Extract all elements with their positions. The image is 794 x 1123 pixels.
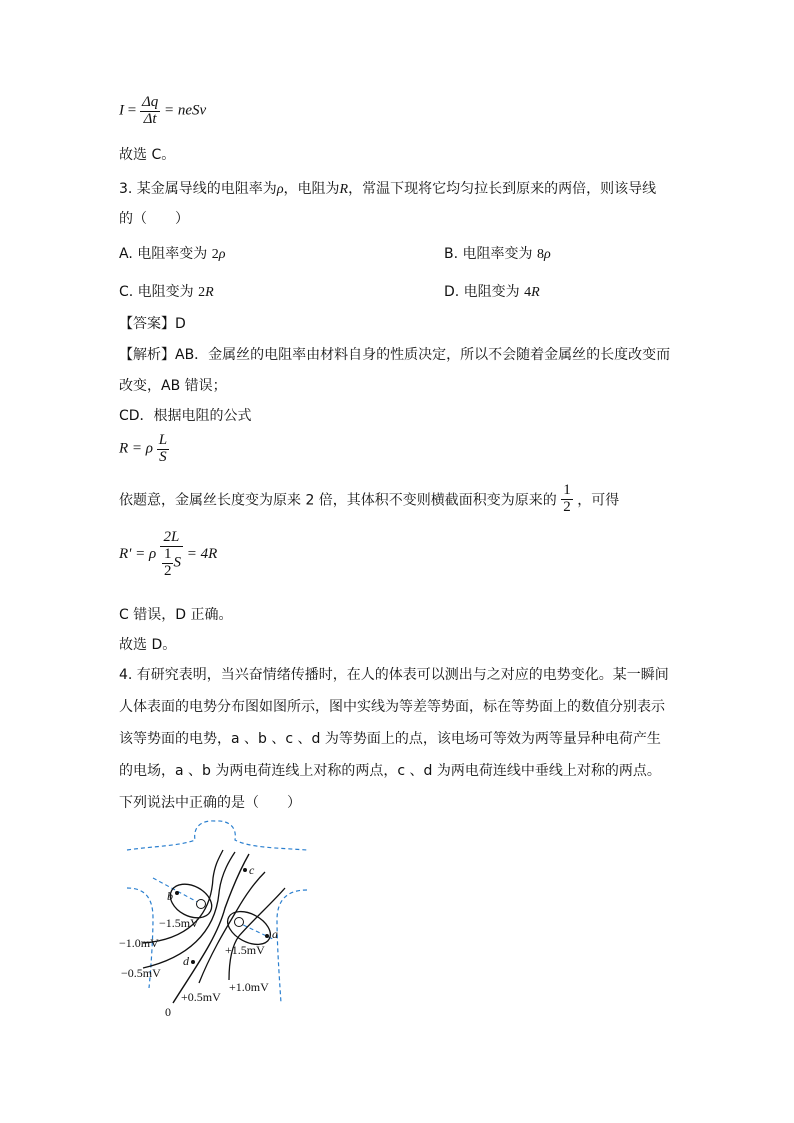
eq3-lhs: R' = ρ <box>119 546 157 563</box>
option-a-val: 2 <box>211 247 219 262</box>
q3-stem-1b: ，电阻为 <box>283 181 340 197</box>
eq2-fraction <box>157 433 169 466</box>
q3-stem-1c: ，常温下现将它均匀拉长到原来的两倍，则该导线 <box>348 181 657 197</box>
option-d-label: D. 电阻变为 <box>444 284 520 300</box>
q3-option-d[interactable] <box>444 281 540 301</box>
q3-final: 故选 D。 <box>119 637 177 653</box>
point-a <box>265 934 269 938</box>
q3-stem-line1 <box>119 178 656 198</box>
equation-current: I = $\frac{\Delta q}{\Delta t}$ = neSv <box>119 94 207 127</box>
q3-analysis-5: C 错误，D 正确。 <box>119 607 233 623</box>
equipotential-minus05 <box>143 852 235 968</box>
q3-option-a[interactable] <box>119 243 225 263</box>
option-c-val: 2 <box>198 285 206 300</box>
q4-line-1: 4. 有研究表明，当兴奋情绪传播时，在人的体表可以测出与之对应的电势变化。某一瞬间 <box>119 667 669 683</box>
eq1-den: Δt <box>143 110 157 127</box>
q3-stem-line2: 的（ ） <box>119 211 189 227</box>
point-d <box>191 960 195 964</box>
option-a-sym: ρ <box>218 247 226 262</box>
positive-charge <box>235 918 244 927</box>
eq3-den-num: 1 <box>163 545 172 562</box>
label-zero: 0 <box>165 1005 171 1019</box>
eq2-lhs: R = ρ <box>119 440 153 457</box>
eq1-lhs: I <box>119 102 124 119</box>
eq3-den <box>160 547 183 580</box>
label-b: b <box>167 889 173 903</box>
q3-answer: 【答案】D <box>119 316 186 332</box>
half-fraction <box>561 483 573 516</box>
label-minus10: −1.0mV <box>119 936 159 950</box>
label-plus15: +1.5mV <box>225 943 265 957</box>
option-d-sym: R <box>531 285 540 300</box>
label-minus15: −1.5mV <box>159 916 199 930</box>
eq3-inner-fraction <box>162 547 174 580</box>
eq1-fraction <box>140 95 160 128</box>
q4-line-5: 下列说法中正确的是（ ） <box>119 795 301 811</box>
q3-option-c[interactable] <box>119 281 214 301</box>
label-a: a <box>272 927 278 941</box>
label-d: d <box>183 954 189 968</box>
q3-analysis-4 <box>119 483 619 516</box>
half-num: 1 <box>563 482 571 498</box>
option-b-label: B. 电阻率变为 <box>444 246 533 262</box>
q3-option-b[interactable] <box>444 243 551 263</box>
label-plus10: +1.0mV <box>229 980 269 994</box>
q4-line-2: 人体表面的电势分布图如图所示，图中实线为等差等势面，标在等势面上的数值分别表示 <box>119 699 665 715</box>
eq3-den-den: 2 <box>163 562 172 579</box>
equation-new-resistance <box>119 530 217 579</box>
label-c: c <box>249 863 255 877</box>
option-c-sym: R <box>205 285 214 300</box>
eq2-num: L <box>158 432 168 448</box>
q3-analysis-1: 【解析】AB．金属丝的电阻率由材料自身的性质决定，所以不会随着金属丝的长度改变而 <box>119 347 671 363</box>
q4-line-4: 的电场，a 、b 为两电荷连线上对称的两点，c 、d 为两电荷连线中垂线上对称的两点。 <box>119 763 661 779</box>
option-b-sym: ρ <box>543 247 551 262</box>
q3-R: R <box>339 182 349 197</box>
eq1-num: Δq <box>141 94 159 110</box>
q3-analysis-4b: ，可得 <box>577 492 620 509</box>
q3-analysis-4a: 依题意，金属丝长度变为原来 2 倍，其体积不变则横截面积变为原来的 <box>119 492 557 509</box>
option-d-val: 4 <box>524 285 532 300</box>
eq3-fraction <box>160 530 183 579</box>
option-b-val: 8 <box>536 247 544 262</box>
eq3-num: 2L <box>160 530 183 547</box>
eq3-rhs: = 4R <box>186 546 218 563</box>
q3-stem-1a: 3. 某金属导线的电阻率为 <box>119 181 277 197</box>
q4-line-3: 该等势面的电势，a 、b 、c 、d 为等势面上的点，该电场可等效为两等量异种电荷产生 <box>119 731 661 747</box>
label-minus05: −0.5mV <box>121 966 161 980</box>
point-c <box>243 868 247 872</box>
body-outline-top <box>127 821 307 850</box>
point-b <box>175 891 179 895</box>
body-outline-right <box>277 890 307 1003</box>
q3-rho: ρ <box>276 182 284 197</box>
prev-answer: 故选 C。 <box>119 147 176 163</box>
negative-charge <box>197 900 206 909</box>
eq3-den-sym: S <box>173 554 181 571</box>
q3-analysis-3: CD．根据电阻的公式 <box>119 408 252 424</box>
half-den: 2 <box>563 498 571 515</box>
label-plus05: +0.5mV <box>181 990 221 1004</box>
eq1-rhs: = neSv <box>164 102 207 119</box>
q3-analysis-2: 改变，AB 错误； <box>119 378 227 394</box>
option-a-label: A. 电阻率变为 <box>119 246 208 262</box>
potential-figure <box>115 818 315 1023</box>
eq2-den: S <box>159 448 167 465</box>
option-c-label: C. 电阻变为 <box>119 284 194 300</box>
equation-resistance <box>119 433 169 466</box>
